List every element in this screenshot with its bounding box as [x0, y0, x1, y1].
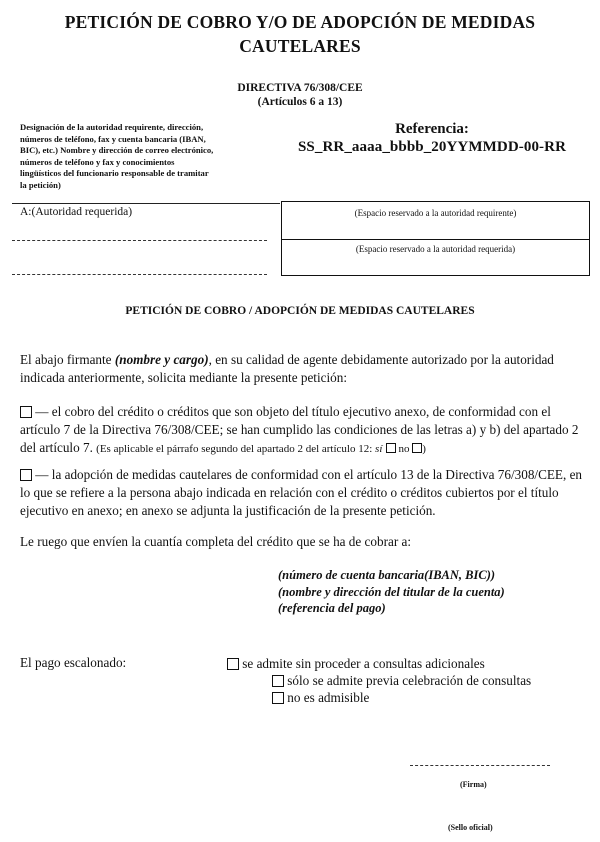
- intro-paragraph: [20, 351, 590, 387]
- section-title: PETICIÓN DE COBRO / ADOPCIÓN DE MEDIDAS CAUTELARES: [125, 305, 475, 317]
- title-line-2: CAUTELARES: [239, 36, 361, 56]
- payment-option-2-checkbox[interactable]: [272, 675, 284, 687]
- reference-value: SS_RR_aaaa_bbbb_20YYMMDD-00-RR: [297, 139, 567, 155]
- collection-text: — el cobro del crédito o créditos que son objeto del título ejecutivo anexo, de conformidad con el artículo 7 de la Directiva 76/308/CEE; se han cumplido las condiciones de las letras a) y b) del apartado 2 del artículo 7.: [20, 404, 579, 455]
- signature-label: (Firma): [460, 780, 487, 789]
- payment-reference-line: (referencia del pago): [278, 601, 386, 615]
- payment-option-3-checkbox[interactable]: [272, 692, 284, 704]
- collection-checkbox[interactable]: [20, 406, 32, 418]
- articles-label: (Artículos 6 a 13): [257, 96, 343, 108]
- account-holder-line: (nombre y dirección del titular de la cuenta): [278, 584, 505, 599]
- bank-details: [278, 567, 505, 617]
- header-divider: [12, 203, 280, 204]
- requesting-authority-designation: Designación de la autoridad requirente, dirección, números de teléfono, fax y cuenta bancaria (IBAN, BIC), etc.) Nombre y dirección de correo electrónico, números de teléfono y fax y conocimientos lingüísticos del funcionario responsable de tramitar la petición): [20, 122, 214, 190]
- note-no-label: no: [395, 443, 413, 455]
- official-seal-label: (Sello oficial): [448, 823, 493, 832]
- reserved-space-box: [281, 201, 590, 276]
- note-no-checkbox[interactable]: [412, 443, 422, 453]
- intro-text-before: El abajo firmante: [20, 352, 115, 367]
- reference-label: Referencia:: [395, 121, 469, 137]
- payment-option-2: [272, 672, 531, 689]
- payment-option-1-checkbox[interactable]: [227, 658, 239, 670]
- note-si-label: sí: [375, 443, 383, 455]
- payment-option-1-label: se admite sin proceder a consultas adicionales: [239, 656, 485, 671]
- directive-label: DIRECTIVA 76/308/CEE: [237, 82, 363, 94]
- bank-account-line: (número de cuenta bancaria(IBAN, BIC)): [278, 568, 496, 582]
- payment-option-2-label: sólo se admite previa celebración de consultas: [284, 673, 532, 688]
- collection-note: (Es aplicable el párrafo segundo del apartado 2 del artículo 12:: [96, 443, 376, 455]
- precautionary-text: — la adopción de medidas cautelares de conformidad con el artículo 13 de la Directiva 76/308/CEE, en lo que se refiere a la persona abajo indicada en relación con el crédito o créditos cubiertos por el título ejecutivo en anexo; en anexo se adjunta la justificación de la presente petición.: [20, 467, 583, 518]
- reserved-requesting-authority: (Espacio reservado a la autoridad requirente): [354, 208, 517, 218]
- reserved-box-divider: [282, 239, 589, 240]
- recipient-line-1[interactable]: [12, 240, 267, 241]
- intro-emphasis: (nombre y cargo): [114, 352, 209, 367]
- note-close: ): [422, 443, 426, 455]
- document-title: [0, 10, 600, 58]
- option-precautionary: [20, 466, 590, 520]
- payment-option-1: [227, 655, 485, 672]
- installment-payment-label: El pago escalonado:: [20, 655, 127, 670]
- payment-option-3: [272, 689, 369, 706]
- request-text: Le ruego que envíen la cuantía completa del crédito que se ha de cobrar a:: [20, 534, 412, 549]
- signature-line[interactable]: [410, 765, 550, 766]
- intro-text-after: , en su calidad de agente debidamente autorizado por la autoridad indicada anteriormente, solicita mediante la presente petición:: [20, 352, 554, 385]
- recipient-line-2[interactable]: [12, 274, 267, 275]
- title-line-1: PETICIÓN DE COBRO Y/O DE ADOPCIÓN DE MEDIDAS: [64, 12, 536, 32]
- recipient-label: A:(Autoridad requerida): [20, 206, 133, 218]
- precautionary-checkbox[interactable]: [20, 469, 32, 481]
- reserved-requested-authority: (Espacio reservado a la autoridad requerida): [355, 244, 516, 254]
- note-si-checkbox[interactable]: [386, 443, 396, 453]
- option-collection: [20, 403, 590, 458]
- payment-option-3-label: no es admisible: [284, 690, 370, 705]
